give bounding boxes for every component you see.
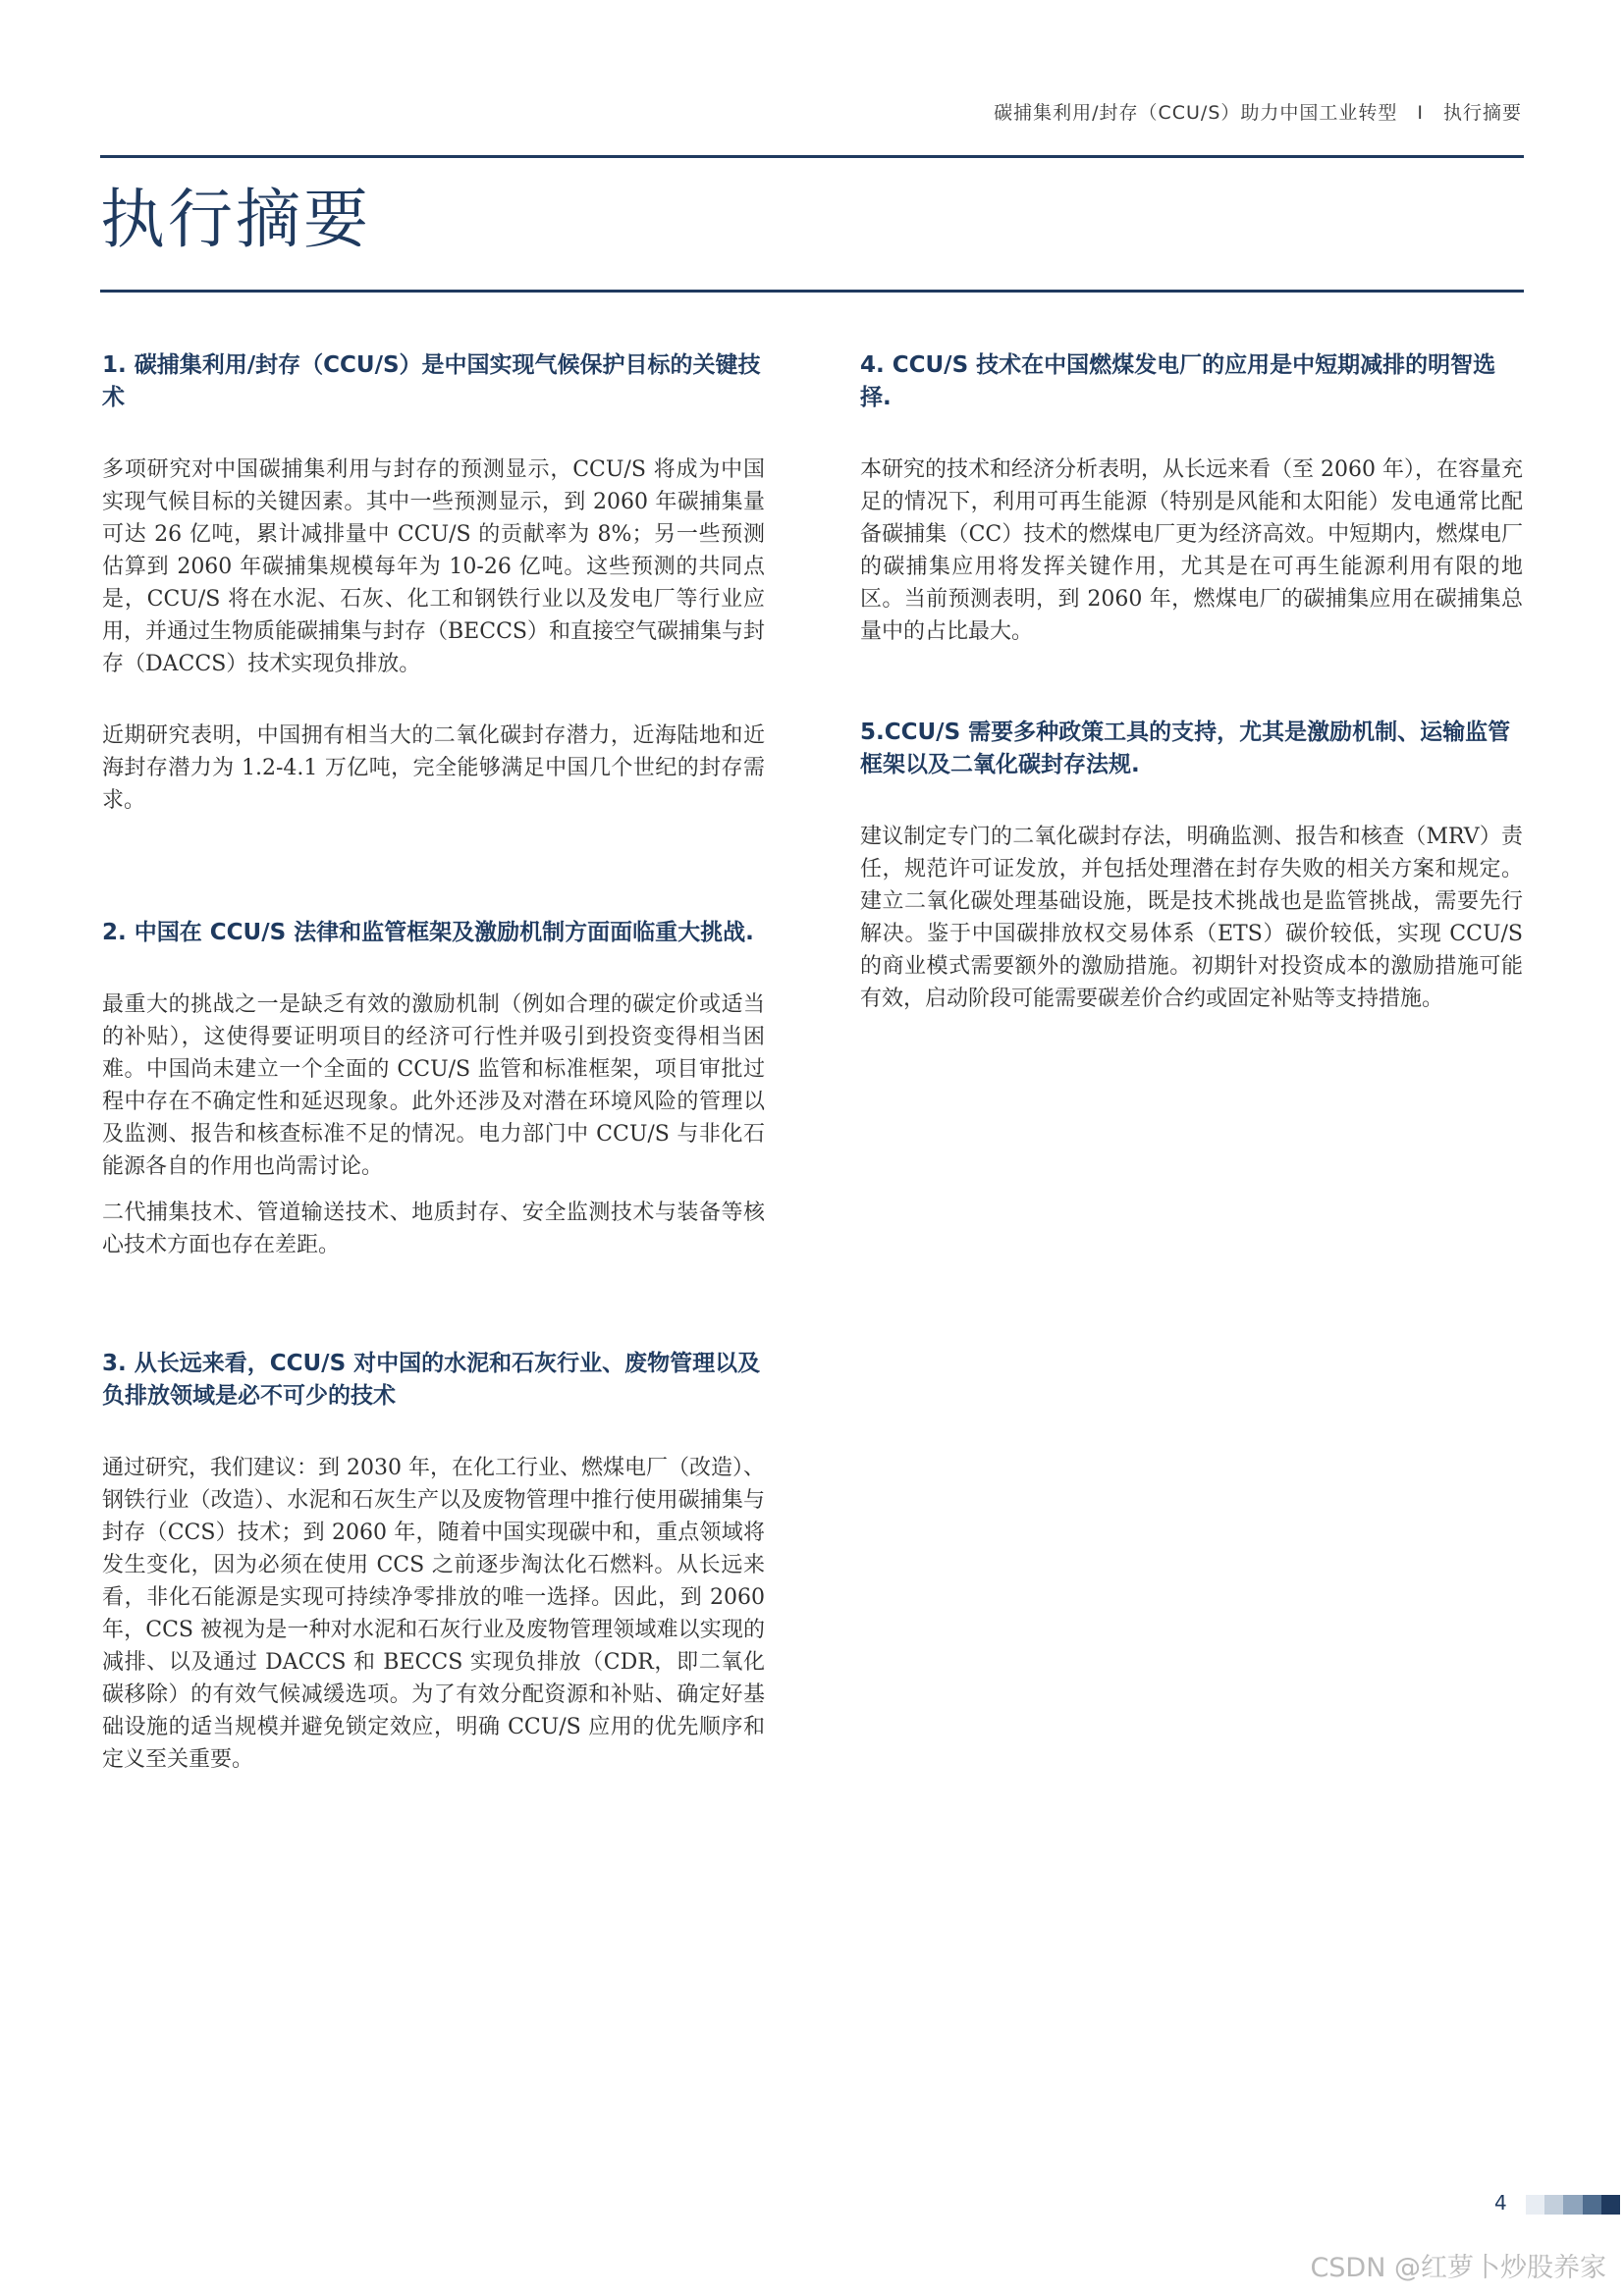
section-heading: 5.CCU/S 需要多种政策工具的支持，尤其是激励机制、运输监管框架以及二氧化碳封存法规. (860, 720, 1511, 777)
paragraph: 多项研究对中国碳捕集利用与封存的预测显示，CCU/S 将成为中国实现气候目标的关键因素。其中一些预测显示，到 2060 年碳捕集量可达 26 亿吨，累计减排量中 CCU/S 的贡献率为 8%；另一些预测估算到 2060 年碳捕集规模每年为 10-26 亿吨。这些预测的共同点是，CCU/S 将在水泥、石灰、化工和钢铁行业以及发电厂等行业应用，并通过生物质能碳捕集与封存（BECCS）和直接空气碳捕集与封存（DACCS）技术实现负排放。 (102, 457, 765, 676)
right-column (860, 349, 1523, 1015)
title-rule (100, 290, 1524, 293)
page-bar-segment (1583, 2195, 1601, 2215)
left-column (102, 349, 765, 1776)
page-bar-segment (1601, 2195, 1620, 2215)
section-5 (860, 717, 1523, 1015)
paragraph: 本研究的技术和经济分析表明，从长远来看（至 2060 年），在容量充足的情况下，利用可再生能源（特别是风能和太阳能）发电通常比配备碳捕集（CC）技术的燃煤电厂更为经济高效。中短期内，燃煤电厂的碳捕集应用将发挥关键作用，尤其是在可再生能源利用有限的地区。当前预测表明，到 2060 年，燃煤电厂的碳捕集应用在碳捕集总量中的占比最大。 (860, 457, 1523, 644)
page-bar-segment (1526, 2195, 1544, 2215)
running-header: 碳捕集利用/封存（CCU/S）助力中国工业转型 I 执行摘要 (994, 102, 1522, 124)
paragraph: 最重大的挑战之一是缺乏有效的激励机制（例如合理的碳定价或适当的补贴），这使得要证明项目的经济可行性并吸引到投资变得相当困难。中国尚未建立一个全面的 CCU/S 监管和标准框架，项目审批过程中存在不确定性和延迟现象。此外还涉及对潜在环境风险的管理以及监测、报告和核查标准不足的情况。电力部门中 CCU/S 与非化石能源各自的作用也尚需讨论。 (102, 992, 765, 1179)
section-heading: 2. 中国在 CCU/S 法律和监管框架及激励机制方面面临重大挑战. (102, 920, 754, 945)
paragraph: 建议制定专门的二氧化碳封存法，明确监测、报告和核查（MRV）责任，规范许可证发放，并包括处理潜在封存失败的相关方案和规定。建立二氧化碳处理基础设施，既是技术挑战也是监管挑战，需要先行解决。鉴于中国碳排放权交易体系（ETS）碳价较低，实现 CCU/S 的商业模式需要额外的激励措施。初期针对投资成本的激励措施可能有效，启动阶段可能需要碳差价合约或固定补贴等支持措施。 (860, 825, 1523, 1011)
page-title: 执行摘要 (100, 182, 371, 257)
header-rule (100, 155, 1524, 158)
section-heading: 1. 碳捕集利用/封存（CCU/S）是中国实现气候保护目标的关键技术 (102, 352, 761, 410)
page-number-bar (1526, 2195, 1620, 2215)
page-bar-segment (1544, 2195, 1563, 2215)
section-4 (860, 349, 1523, 648)
section-2 (102, 917, 765, 1261)
section-3 (102, 1348, 765, 1776)
page-bar-segment (1563, 2195, 1582, 2215)
page-number: 4 (1494, 2191, 1507, 2215)
paragraph: 通过研究，我们建议：到 2030 年，在化工行业、燃煤电厂（改造）、钢铁行业（改造）、水泥和石灰生产以及废物管理中推行使用碳捕集与封存（CCS）技术；到 2060 年，随着中国实现碳中和，重点领域将发生变化，因为必须在使用 CCS 之前逐步淘汰化石燃料。从长远来看，非化石能源是实现可持续净零排放的唯一选择。因此，到 2060 年，CCS 被视为是一种对水泥和石灰行业及废物管理领域难以实现的减排、以及通过 DACCS 和 BECCS 实现负排放（CDR，即二氧化碳移除）的有效气候减缓选项。为了有效分配资源和补贴、确定好基础设施的适当规模并避免锁定效应，明确 CCU/S 应用的优先顺序和定义至关重要。 (102, 1456, 765, 1772)
section-1 (102, 349, 765, 817)
section-heading: 3. 从长远来看，CCU/S 对中国的水泥和石灰行业、废物管理以及负排放领域是必不可少的技术 (102, 1351, 761, 1409)
watermark: CSDN @红萝卜炒股养家 (1310, 2253, 1606, 2283)
paragraph: 近期研究表明，中国拥有相当大的二氧化碳封存潜力，近海陆地和近海封存潜力为 1.2-4.1 万亿吨，完全能够满足中国几个世纪的封存需求。 (102, 723, 765, 813)
paragraph: 二代捕集技术、管道输送技术、地质封存、安全监测技术与装备等核心技术方面也存在差距。 (102, 1201, 765, 1257)
section-heading: 4. CCU/S 技术在中国燃煤发电厂的应用是中短期减排的明智选择. (860, 352, 1496, 410)
